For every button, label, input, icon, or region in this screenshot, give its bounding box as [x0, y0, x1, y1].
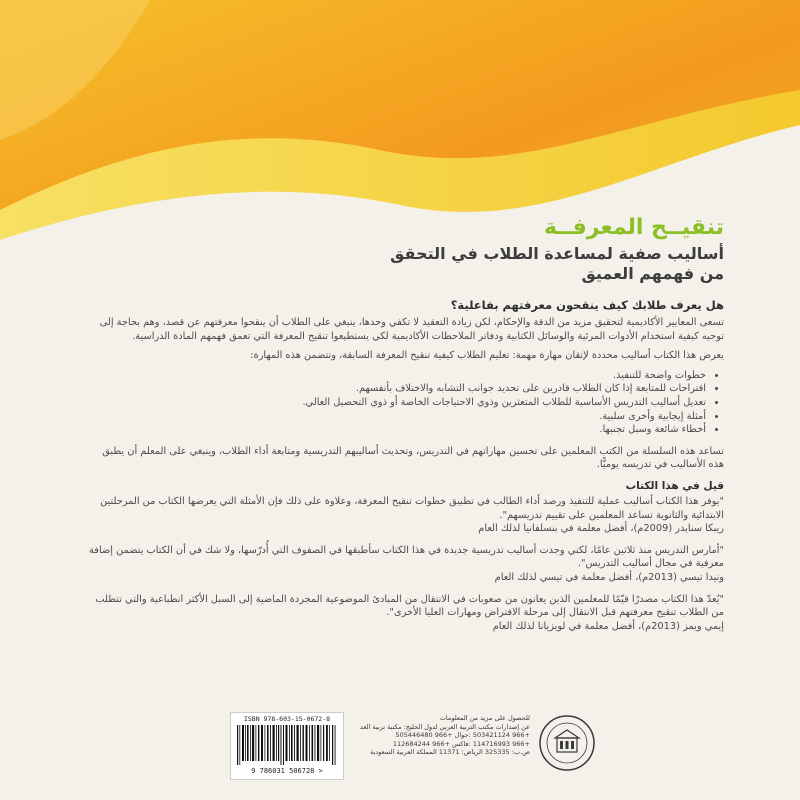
publisher-line: ص.ب: 325335 الرياض: 11371 المملكة العربية السعودية	[370, 748, 530, 757]
testimonial-author: ريبكا سنايدر (2009م)، أفضل معلمة في بنسلفانيا لذلك العام	[478, 523, 724, 535]
testimonials-heading: قيل في هذا الكتاب	[625, 479, 724, 492]
publisher-seal-icon	[538, 714, 596, 772]
question-heading: هل يعرف طلابك كيف ينقحون معرفتهم بفاعلية؟	[450, 298, 724, 312]
publisher-contact	[350, 714, 530, 757]
intro-paragraph: تسعى المعايير الأكاديمية لتحقيق مزيد من الدقة والإحكام، لكن زيادة التعقيد لا تكفي وحدها، ينبغي على الطلاب أن ينقحوا معرفتهم عن قصد، وهم بحاجة إلى توجيه كيفية استخدام الأدوات المرئية والوسائل الكتابية ودفاتر الملاحظات الأكاديمية لكي يستطيعوا تنقيح المعرفة التي تعمق فهمهم المادة الدراسية.	[99, 317, 724, 342]
testimonial-author: ونيدا تيسي (2013م)، أفضل معلمة في تيسي لذلك العام	[494, 571, 724, 583]
list-item: • أخطاء شائعة وسبل تجنبها.	[84, 423, 706, 437]
skills-list	[84, 369, 724, 437]
book-title: تنقيــح المعرفــة	[543, 215, 724, 240]
list-item: • تعديل أساليب التدريس الأساسية للطلاب المتعثرين وذوي الاحتياجات الخاصة أو ذوي التحصيل العالي.	[84, 396, 706, 410]
overview-paragraph: يعرض هذا الكتاب أساليب محددة لإتقان مهارة مهمة: تعليم الطلاب كيفية تنقيح المعرفة السابقة، وتتضمن هذه المهارة:	[250, 350, 724, 362]
book-subtitle-line-1: أساليب صفية لمساعدة الطلاب في التحقق	[390, 244, 724, 263]
publisher-line: للحصول على مزيد من المعلومات	[439, 714, 530, 722]
barcode-bars-icon	[237, 725, 337, 765]
testimonial-quote: "أمارس التدريس منذ ثلاثين عامًا، لكني وجدت أساليب تدريسية جديدة في هذا الكتاب سأطبقها في الصفوف التي أُدرّسها، ولا شك في أن الكتاب يتضمن إضافة معرفية في مجال أساليب التدريس".	[89, 544, 724, 570]
book-subtitle-line-2: من فهمهم العميق	[581, 264, 724, 283]
list-item: • خطوات واضحة للتنفيذ.	[84, 369, 706, 383]
publisher-line: +966 114716993 :فاكس +966 112684244	[392, 739, 530, 748]
isbn-label: ISBN 978-603-15-0672-8	[243, 715, 331, 723]
barcode-number: 9 786031 506728 >	[251, 767, 323, 775]
list-item: • اقتراحات للمتابعة إذا كان الطلاب قادرين على تحديد جوانب التشابه والاختلاف بأنفسهم.	[84, 382, 706, 396]
testimonial-quote: "يُعدّ هذا الكتاب مصدرًا قيّمًا للمعلمين الذين يعانون من صعوبات في الانتقال من المبادئ الموضوعية المجردة الماضية إلى السبل الأكثر انطباعية والتي تتطلب من الطلاب تنقيح معرفتهم قبل الانتقال إلى مرحلة الافتراض ومهارات العليا الأخرى".	[95, 593, 724, 619]
back-cover-text	[84, 215, 724, 641]
publisher-line: +966 503421124 :جوال +966 505446480	[395, 731, 530, 740]
list-item: • أمثلة إيجابية وأخرى سلبية.	[84, 410, 706, 424]
testimonial-quote: "يوفر هذا الكتاب أساليب عملية للتنفيذ ورصد أداء الطالب في تطبيق خطوات تنقيح المعرفة، وعلاوة على ذلك فإن الأمثلة التي يعرضها الكتاب من المرحلتين الابتدائية والثانوية تساعد المعلمين على تقييم تدريسهم".	[100, 495, 724, 521]
series-paragraph: تساعد هذه السلسلة من الكتب المعلمين على تحسين مهاراتهم في التدريس، وتحديث أساليبهم التدريسية ومتابعة أداء الطلاب، وينبغي على المعلم أن يطبق هذه الأساليب في تدريسه يوميًّا.	[102, 445, 724, 471]
publisher-line: عن إصدارات مكتب التربية العربي لدول الخليج: مكتبة تربية الغد	[360, 722, 530, 731]
testimonial-author: إيمي ويمز (2013م)، أفضل معلمة في لويزيانا لذلك العام	[492, 620, 724, 632]
isbn-barcode	[230, 712, 344, 780]
